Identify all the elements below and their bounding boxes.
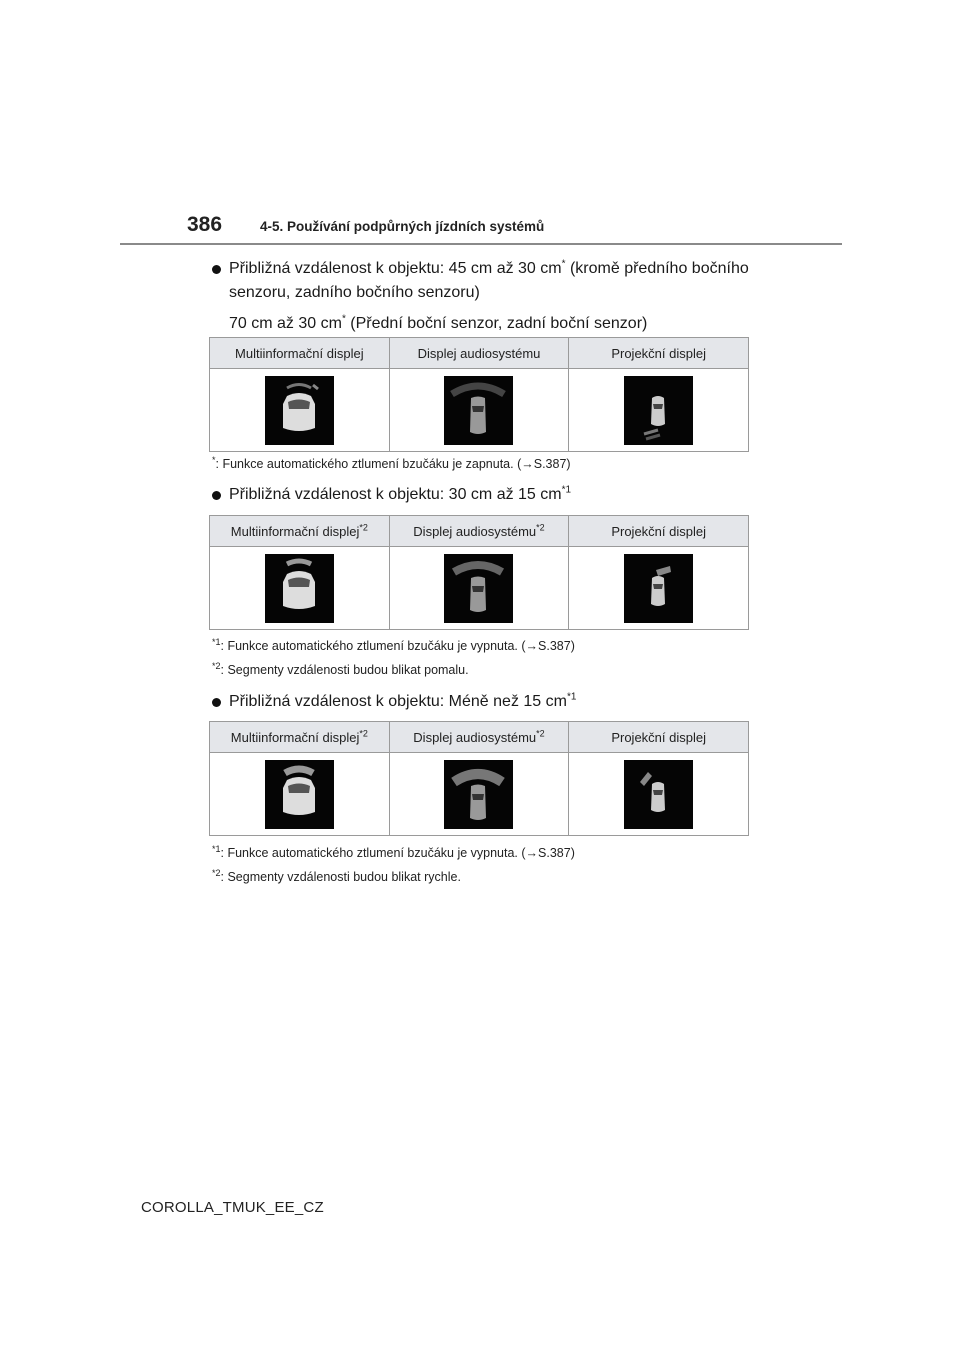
- head-up-display-image: [624, 554, 693, 623]
- display-table-30-15: [209, 515, 749, 630]
- column-header-multi-info: Multiinformační displej$^{*2}$: [210, 722, 390, 753]
- head-up-display-image: [624, 760, 693, 829]
- bullet-line: senzoru, zadního bočního senzoru): [229, 284, 480, 301]
- header-divider: [120, 243, 842, 245]
- column-header-audio: Displej audiosystému: [389, 338, 569, 369]
- bullet-distance-45-30: [212, 257, 749, 336]
- footnote: *: Funkce automatického ztlumení bzučáku je zapnuta. (→S.387): [212, 454, 571, 471]
- column-header-hud: Projekční displej: [569, 516, 749, 547]
- footnote: $^{*1}$: Funkce automatického ztlumení bzučáku je vypnuta. (→S.387): [212, 636, 575, 653]
- footnote: $^{*2}$: Segmenty vzdálenosti budou blikat rychle.: [212, 867, 461, 884]
- head-up-display-image: [624, 376, 693, 445]
- display-table-under-15: [209, 721, 749, 836]
- footnote: $^{*2}$: Segmenty vzdálenosti budou blikat pomalu.: [212, 660, 469, 677]
- column-header-multi-info: Multiinformační displej$^{*2}$: [210, 516, 390, 547]
- page-number: 386: [187, 213, 223, 236]
- bullet-line: Přibližná vzdálenost k objektu: Méně než 15 $cm^{*1}$: [229, 691, 577, 710]
- bullet-distance-30-15: [212, 483, 571, 507]
- audio-display-image: [444, 760, 513, 829]
- column-header-audio: Displej audiosystému$^{*2}$: [389, 722, 569, 753]
- bullet-dot-icon: [212, 265, 221, 274]
- footnote: $^{*1}$: Funkce automatického ztlumení bzučáku je vypnuta. (→S.387): [212, 843, 575, 860]
- audio-display-image: [444, 376, 513, 445]
- multi-info-display-image: [265, 760, 334, 829]
- bullet-line: 70 cm až 30 cm* (Přední boční senzor, zadní boční senzor): [229, 313, 648, 332]
- bullet-distance-under-15: [212, 690, 576, 714]
- column-header-audio: Displej audiosystému$^{*2}$: [389, 516, 569, 547]
- column-header-hud: Projekční displej: [569, 722, 749, 753]
- bullet-dot-icon: [212, 698, 221, 707]
- multi-info-display-image: [265, 376, 334, 445]
- section-title: 4-5. Používání podpůrných jízdních systémů: [260, 219, 545, 234]
- audio-display-image: [444, 554, 513, 623]
- bullet-line: Přibližná vzdálenost k objektu: 30 cm až 15 $cm^{*1}$: [229, 484, 572, 503]
- column-header-hud: Projekční displej: [569, 338, 749, 369]
- document-code: COROLLA_TMUK_EE_CZ: [141, 1199, 324, 1216]
- display-table-45-30: [209, 337, 749, 452]
- bullet-line: Přibližná vzdálenost k objektu: 45 cm až 30 cm* (kromě předního bočního: [229, 258, 749, 277]
- column-header-multi-info: Multiinformační displej: [210, 338, 390, 369]
- bullet-dot-icon: [212, 491, 221, 500]
- multi-info-display-image: [265, 554, 334, 623]
